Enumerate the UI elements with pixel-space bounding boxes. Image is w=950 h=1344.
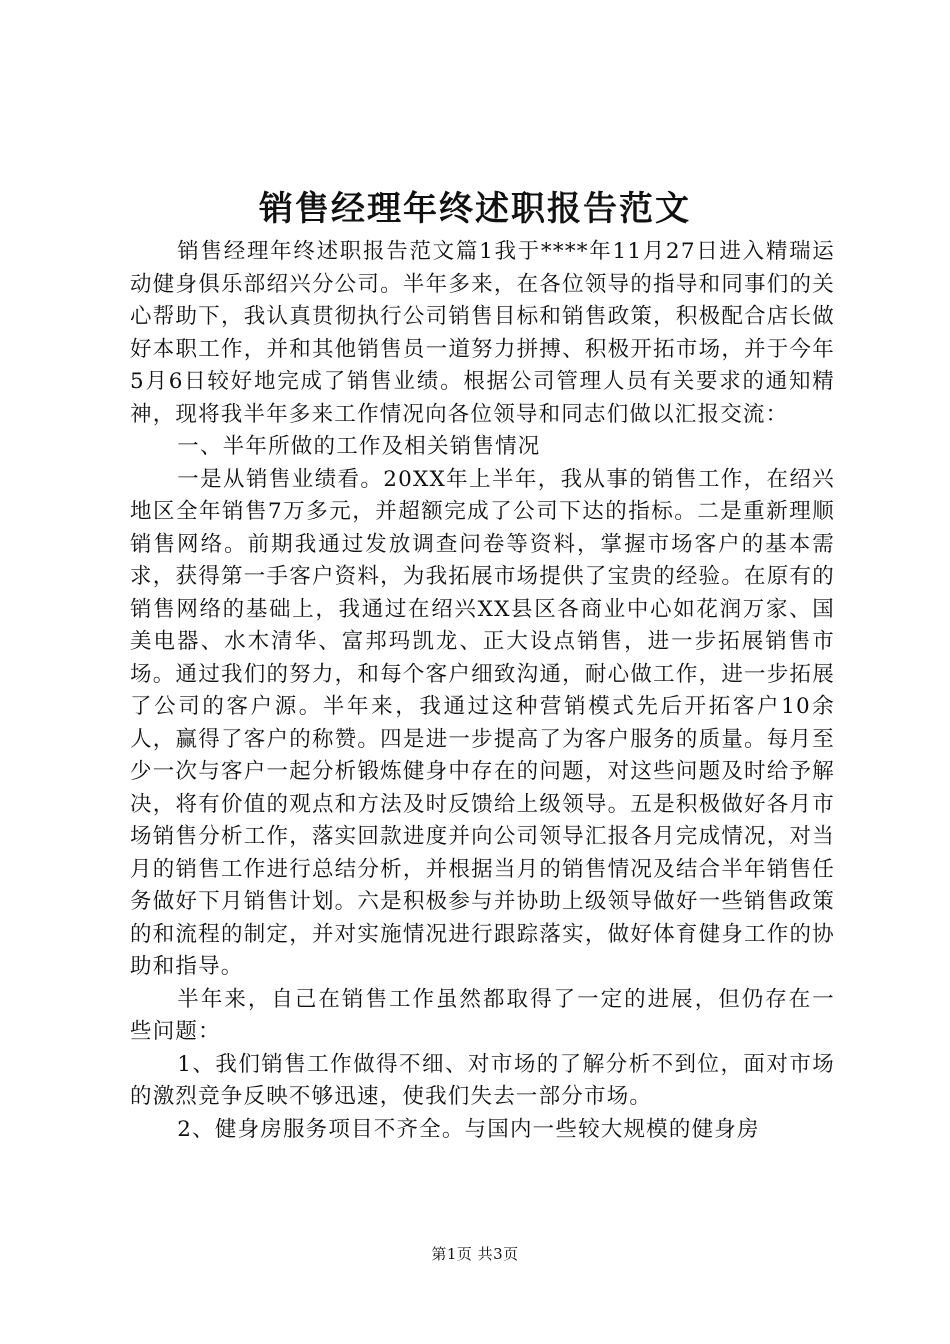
- document-body: [130, 236, 835, 1146]
- document-title: 销售经理年终述职报告范文: [259, 189, 691, 229]
- paragraph-intro: 销售经理年终述职报告范文篇1我于****年11月27日进入精瑞运动健身俱乐部绍兴分公司。半年多来，在各位领导的指导和同事们的关心帮助下，我认真贯彻执行公司销售目标和销售政策，积极配合店长做好本职工作，并和其他销售员一道努力拼搏、积极开拓市场，并于今年5月6日较好地完成了销售业绩。根据公司管理人员有关要求的通知精神，现将我半年多来工作情况向各位领导和同志们做以汇报交流：: [130, 239, 835, 427]
- paragraph-work-details: 一是从销售业绩看。20XX年上半年，我从事的销售工作，在绍兴地区全年销售7万多元，并超额完成了公司下达的指标。二是重新理顺销售网络。前期我通过发放调查问卷等资料，掌握市场客户的基本需求，获得第一手客户资料，为我拓展市场提供了宝贵的经验。在原有的销售网络的基础上，我通过在绍兴XX县区各商业中心如花润万家、国美电器、水木清华、富邦玛凯龙、正大设点销售，进一步拓展销售市场。通过我们的努力，和每个客户细致沟通，耐心做工作，进一步拓展了公司的客户源。半年来，我通过这种营销模式先后开拓客户10余人，赢得了客户的称赞。四是进一步提高了为客户服务的质量。每月至少一次与客户一起分析锻炼健身中存在的问题，对这些问题及时给予解决，将有价值的观点和方法及时反馈给上级领导。五是积极做好各月市场销售分析工作，落实回款进度并向公司领导汇报各月完成情况，对当月的销售工作进行总结分析，并根据当月的销售情况及结合半年销售任务做好下月销售计划。六是积极参与并协助上级领导做好一些销售政策的和流程的制定，并对实施情况进行跟踪落实，做好体育健身工作的协助和指导。: [130, 466, 835, 979]
- paragraph-problems-intro: 半年来，自己在销售工作虽然都取得了一定的进展，但仍存在一些问题：: [130, 986, 835, 1044]
- paragraph-problem-1: 1、我们销售工作做得不细、对市场的了解分析不到位，面对市场的激烈竞争反映不够迅速，使我们失去一部分市场。: [130, 1051, 835, 1109]
- paragraph-section-heading: 一、半年所做的工作及相关销售情况: [177, 434, 541, 459]
- paragraph-problem-2: 2、健身房服务项目不齐全。与国内一些较大规模的健身房: [177, 1116, 760, 1142]
- page-footer: 第1页 共3页: [431, 1245, 519, 1263]
